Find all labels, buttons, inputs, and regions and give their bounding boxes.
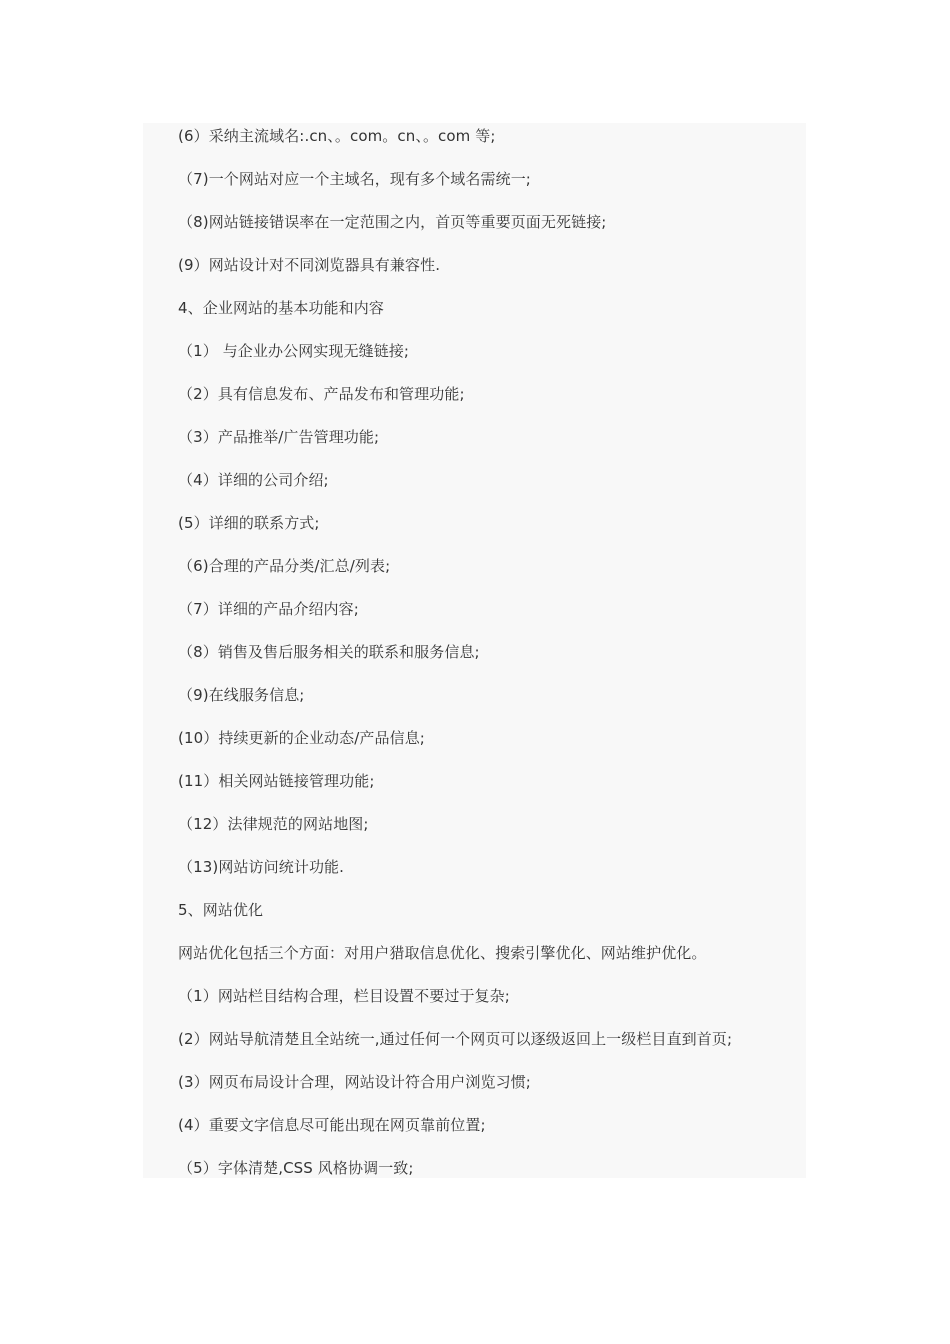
section-heading: 5、网站优化 (178, 901, 264, 919)
text-line: (10）持续更新的企业动态/产品信息; (178, 729, 425, 747)
text-line: （8)网站链接错误率在一定范围之内，首页等重要页面无死链接; (178, 213, 607, 231)
text-line: （6)合理的产品分类/汇总/列表; (178, 557, 391, 575)
text-line: 网站优化包括三个方面：对用户猎取信息优化、搜索引擎优化、网站维护优化。 (178, 944, 707, 962)
text-line: （3）产品推举/广告管理功能; (178, 428, 380, 446)
document-body (178, 125, 803, 1200)
text-line: (11）相关网站链接管理功能; (178, 772, 375, 790)
text-line: （7）详细的产品介绍内容; (178, 600, 359, 618)
text-line: （1） 与企业办公网实现无缝链接; (178, 342, 410, 360)
text-line: （9)在线服务信息; (178, 686, 305, 704)
text-line: （5）字体清楚,CSS 风格协调一致; (178, 1159, 414, 1177)
text-line: (5）详细的联系方式; (178, 514, 320, 532)
section-heading: 4、企业网站的基本功能和内容 (178, 299, 384, 317)
text-line: （12）法律规范的网站地图; (178, 815, 369, 833)
text-line: (9）网站设计对不同浏览器具有兼容性. (178, 256, 441, 274)
text-line: （4）详细的公司介绍; (178, 471, 329, 489)
text-line: （13)网站访问统计功能. (178, 858, 345, 876)
text-line: （2）具有信息发布、产品发布和管理功能; (178, 385, 465, 403)
text-line: (3）网页布局设计合理，网站设计符合用户浏览习惯; (178, 1073, 531, 1091)
text-line: （1）网站栏目结构合理，栏目设置不要过于复杂; (178, 987, 510, 1005)
text-line: （7)一个网站对应一个主域名，现有多个域名需统一; (178, 170, 531, 188)
text-line: (2）网站导航清楚且全站统一,通过任何一个网页可以逐级返回上一级栏目直到首页; (178, 1030, 733, 1048)
text-line: (6）采纳主流域名:.cn、。com。cn、。com 等; (178, 127, 496, 145)
text-line: （8）销售及售后服务相关的联系和服务信息; (178, 643, 480, 661)
text-line: (4）重要文字信息尽可能出现在网页靠前位置; (178, 1116, 486, 1134)
